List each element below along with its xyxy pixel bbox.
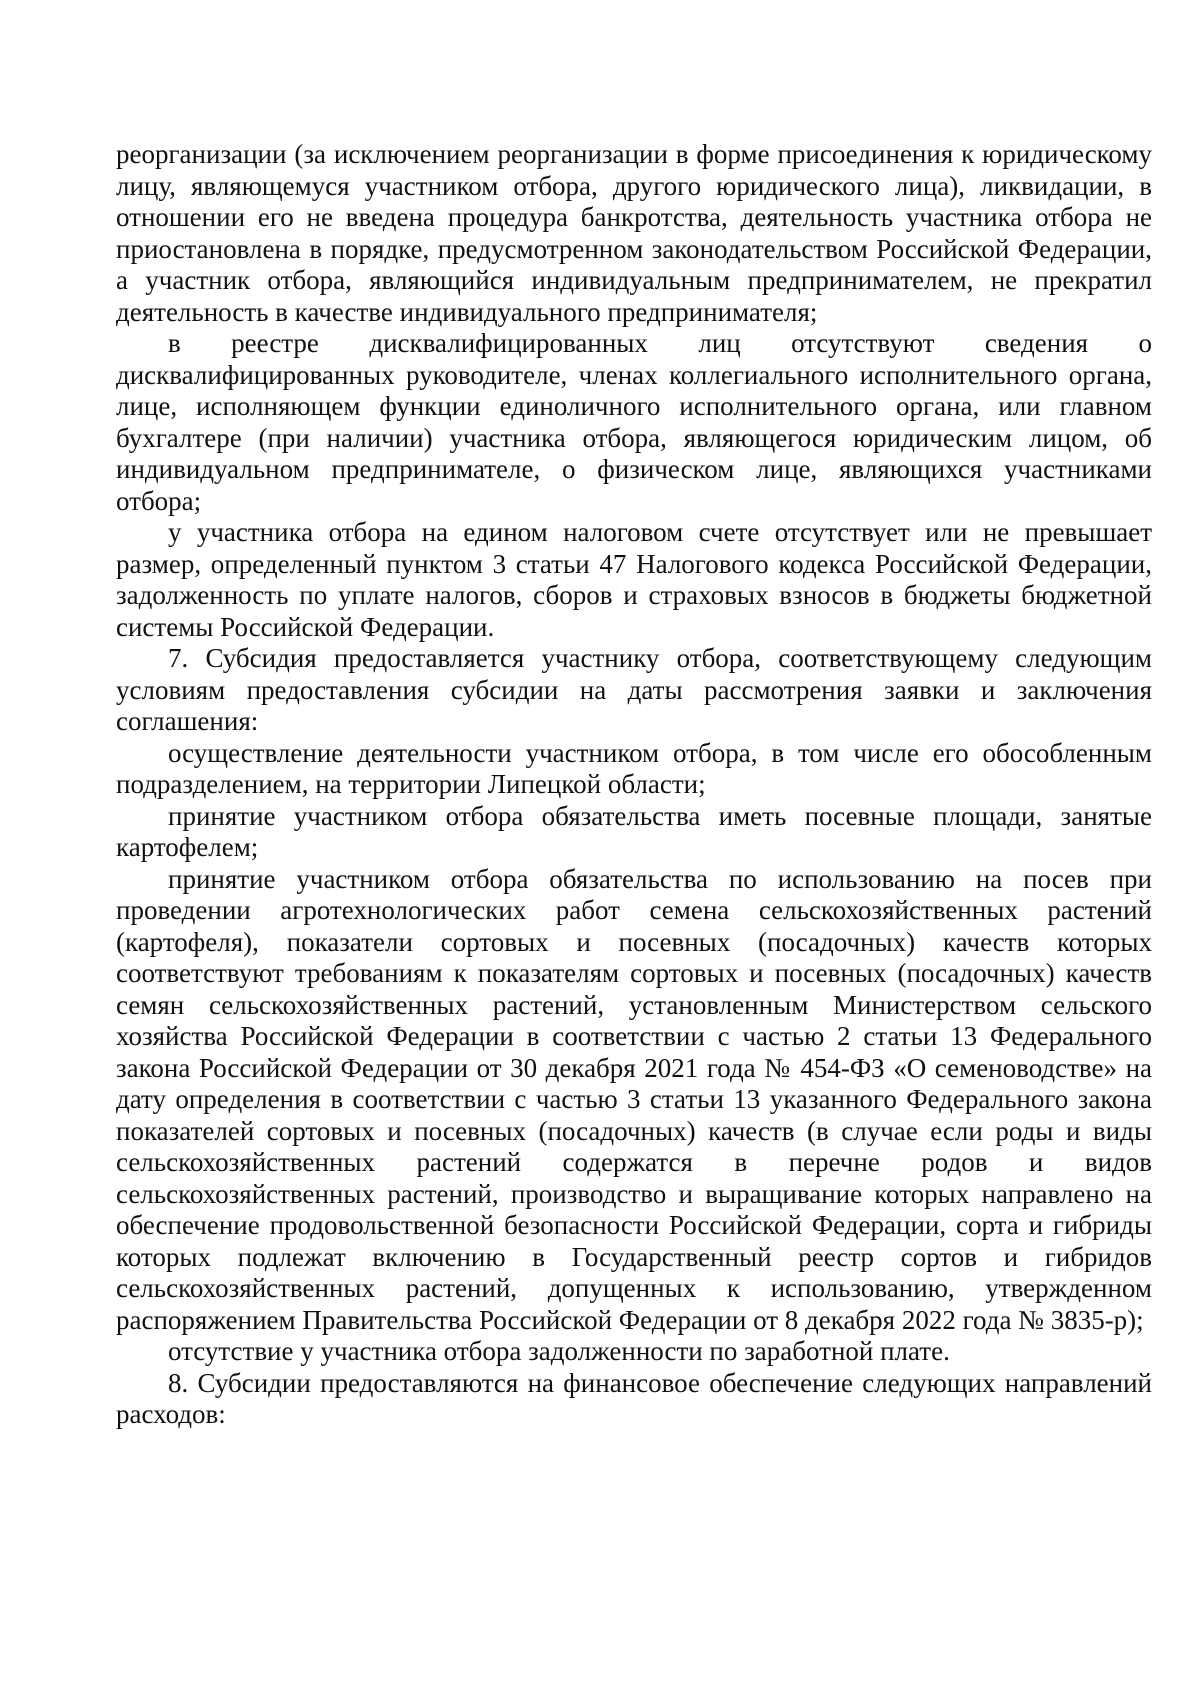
- paragraph-reorganization-continuation: реорганизации (за исключением реорганизации в форме присоединения к юридическому лицу, являющемуся участником отбора, другого юридического лица), ликвидации, в отношении его не введена процедура банкротства, деятельность участника отбора не приостановлена в порядке, предусмотренном законодательством Российской Федерации, а участник отбора, являющийся индивидуальным предпринимателем, не прекратил деятельность в качестве индивидуального предпринимателя;: [116, 139, 1152, 327]
- paragraph-seed-obligation: принятие участником отбора обязательства по использованию на посев при проведении агротехнологических работ семена сельскохозяйственных растений (картофеля), показатели сортовых и посевных (посадочных) качеств которых соответствуют требованиям к показателям сортовых и посевных (посадочных) качеств семян сельскохозяйственных растений, установленным Министерством сельского хозяйства Российской Федерации в соответствии с частью 2 статьи 13 Федерального закона Российской Федерации от 30 декабря 2021 года № 454-ФЗ «О семеноводстве» на дату определения в соответствии с частью 3 статьи 13 указанного Федерального закона показателей сортовых и посевных (посадочных) качеств (в случае если роды и виды сельскохозяйственных растений содержатся в перечне родов и видов сельскохозяйственных растений, производство и выращивание которых направлено на обеспечение продовольственной безопасности Российской Федерации, сорта и гибриды которых подлежат включению в Государственный реестр сортов и гибридов сельскохозяйственных растений, допущенных к использованию, утвержденном распоряжением Правительства Российской Федерации от 8 декабря 2022 года № 3835-р);: [116, 863, 1152, 1335]
- paragraph-disqualified-register: в реестре дисквалифицированных лиц отсутствуют сведения о дисквалифицированных руководителе, членах коллегиального исполнительного органа, лице, исполняющем функции единоличного исполнительного органа, или главном бухгалтере (при наличии) участника отбора, являющегося юридическим лицом, об индивидуальном предпринимателе, о физическом лице, являющихся участниками отбора;: [116, 328, 1152, 516]
- paragraph-lipetsk-activity: осуществление деятельности участником отбора, в том числе его обособленным подразделением, на территории Липецкой области;: [116, 737, 1152, 799]
- paragraph-clause-8: 8. Субсидии предоставляются на финансовое обеспечение следующих направлений расходов:: [116, 1367, 1152, 1429]
- document-page: [116, 139, 1152, 1431]
- paragraph-clause-7: 7. Субсидия предоставляется участнику отбора, соответствующему следующим условиям предоставления субсидии на даты рассмотрения заявки и заключения соглашения:: [116, 643, 1152, 736]
- paragraph-potato-areas: принятие участником отбора обязательства иметь посевные площади, занятые картофелем;: [116, 800, 1152, 862]
- paragraph-tax-debt: у участника отбора на едином налоговом счете отсутствует или не превышает размер, определенный пунктом 3 статьи 47 Налогового кодекса Российской Федерации, задолженность по уплате налогов, сборов и страховых взносов в бюджеты бюджетной системы Российской Федерации.: [116, 517, 1152, 642]
- paragraph-no-wage-debt: отсутствие у участника отбора задолженности по заработной плате.: [168, 1336, 950, 1366]
